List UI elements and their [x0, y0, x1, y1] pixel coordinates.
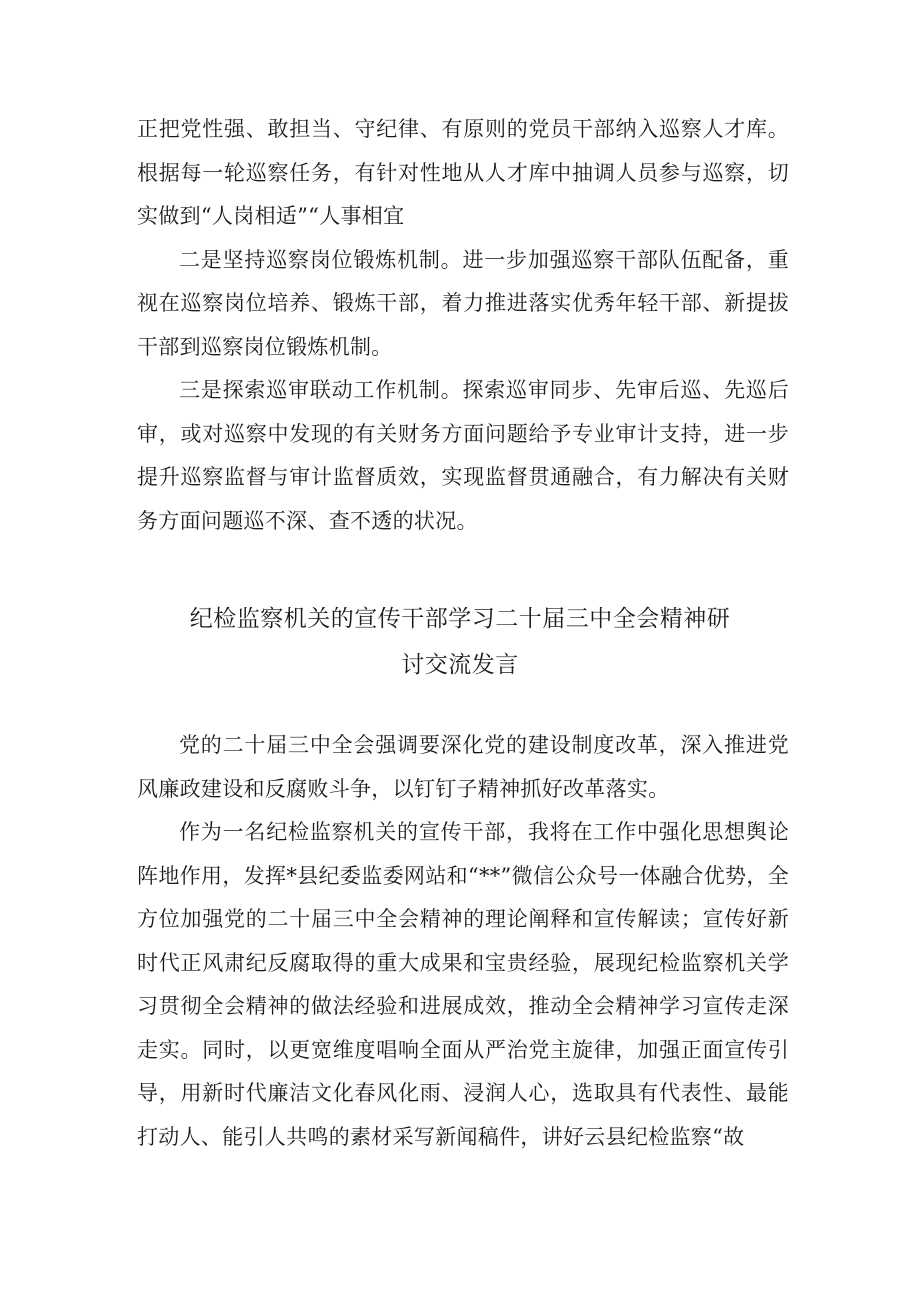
paragraph-point-three: 三是探索巡审联动工作机制。探索巡审同步、先审后巡、先巡后审，或对巡察中发现的有关财务方面问题给予专业审计支持，进一步提升巡察监督与审计监督质效，实现监督贯通融合，有力解决有关财务方面问题巡不深、查不透的状况。 — [137, 378, 789, 533]
article-title — [120, 596, 800, 688]
paragraph-continued: 正把党性强、敢担当、守纪律、有原则的党员干部纳入巡察人才库。根据每一轮巡察任务，有针对性地从人才库中抽调人员参与巡察，切实做到“人岗相适”“人事相宜 — [137, 117, 789, 228]
paragraph-point-two: 二是坚持巡察岗位锻炼机制。进一步加强巡察干部队伍配备，重视在巡察岗位培养、锻炼干部，着力推进落实优秀年轻干部、新提拔干部到巡察岗位锻炼机制。 — [137, 247, 789, 359]
article-title-line-2: 讨交流发言 — [401, 652, 519, 678]
continued-section — [137, 108, 789, 543]
paragraph-intro: 党的二十届三中全会强调要深化党的建设制度改革，深入推进党风廉政建设和反腐败斗争，以钉钉子精神抓好改革落实。 — [137, 733, 789, 801]
article-body — [137, 724, 789, 1159]
paragraph-body: 作为一名纪检监察机关的宣传干部，我将在工作中强化思想舆论阵地作用，发挥*县纪委监委网站和“**”微信公众号一体融合优势，全方位加强党的二十届三中全会精神的理论阐释和宣传解读；宣传好新时代正风肃纪反腐取得的重大成果和宝贵经验，展现纪检监察机关学习贯彻全会精神的做法经验和进展成效，推动全会精神学习宣传走深走实。同时，以更宽维度唱响全面从严治党主旋律，加强正面宣传引导，用新时代廉洁文化春风化雨、浸润人心，选取具有代表性、最能打动人、能引人共鸣的素材采写新闻稿件，讲好云县纪检监察“故 — [137, 820, 789, 1149]
article-title-line-1: 纪检监察机关的宣传干部学习二十届三中全会精神研 — [189, 606, 731, 632]
